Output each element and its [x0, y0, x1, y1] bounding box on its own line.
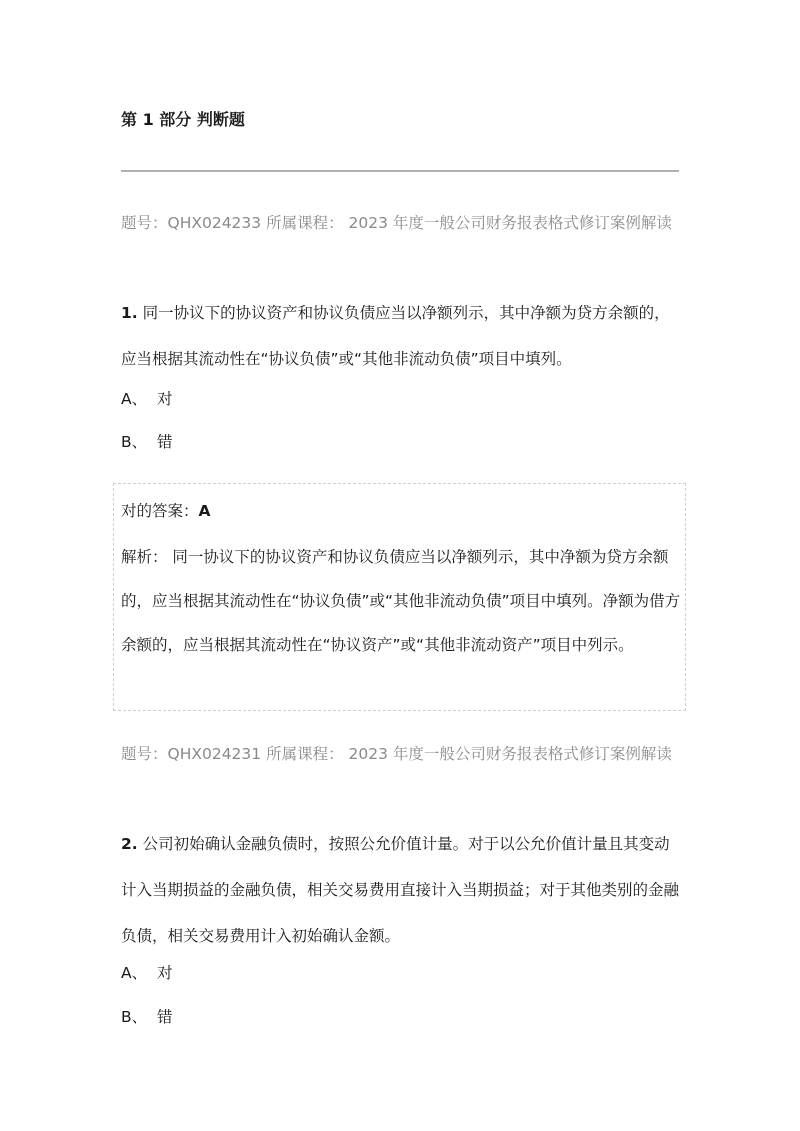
option-text: 错	[157, 433, 173, 451]
answer-line	[121, 498, 211, 524]
question-1-text	[121, 290, 681, 382]
answer-box	[113, 483, 686, 711]
option-letter: A、	[121, 390, 148, 408]
question-2-meta: 题号：QHX024231 所属课程： 2023 年度一般公司财务报表格式修订案例解读	[121, 745, 672, 763]
section-title: 第 1 部分 判断题	[121, 110, 245, 129]
answer-label: 对的答案：	[121, 502, 199, 520]
question-1-option-a[interactable]	[121, 387, 173, 411]
question-1-number: 1.	[121, 304, 138, 322]
question-2-text	[121, 821, 681, 959]
question-1-option-b[interactable]	[121, 430, 173, 454]
option-text: 对	[157, 390, 173, 408]
question-2-option-b[interactable]	[121, 1005, 173, 1029]
option-text: 对	[157, 964, 173, 982]
option-letter: A、	[121, 964, 148, 982]
question-2-number: 2.	[121, 835, 138, 853]
question-1-body: 同一协议下的协议资产和协议负债应当以净额列示，其中净额为贷方余额的，应当根据其流动性在“协议负债”或“其他非流动负债”项目中填列。	[121, 304, 670, 368]
option-text: 错	[157, 1008, 173, 1026]
question-2-body: 公司初始确认金融负债时，按照公允价值计量。对于以公允价值计量且其变动计入当期损益的金融负债，相关交易费用直接计入当期损益；对于其他类别的金融负债，相关交易费用计入初始确认金额。	[121, 835, 680, 945]
answer-value: A	[198, 502, 211, 520]
question-2-option-a[interactable]	[121, 961, 173, 985]
section-divider	[121, 170, 679, 172]
option-letter: B、	[121, 433, 148, 451]
option-letter: B、	[121, 1008, 148, 1026]
question-1-meta: 题号：QHX024233 所属课程： 2023 年度一般公司财务报表格式修订案例解读	[121, 214, 672, 232]
answer-explanation: 解析： 同一协议下的协议资产和协议负债应当以净额列示，其中净额为贷方余额的，应当根据其流动性在“协议负债”或“其他非流动负债”项目中填列。净额为借方余额的，应当根据其流动性在“协议资产”或“其他非流动资产”项目中列示。	[121, 548, 681, 654]
